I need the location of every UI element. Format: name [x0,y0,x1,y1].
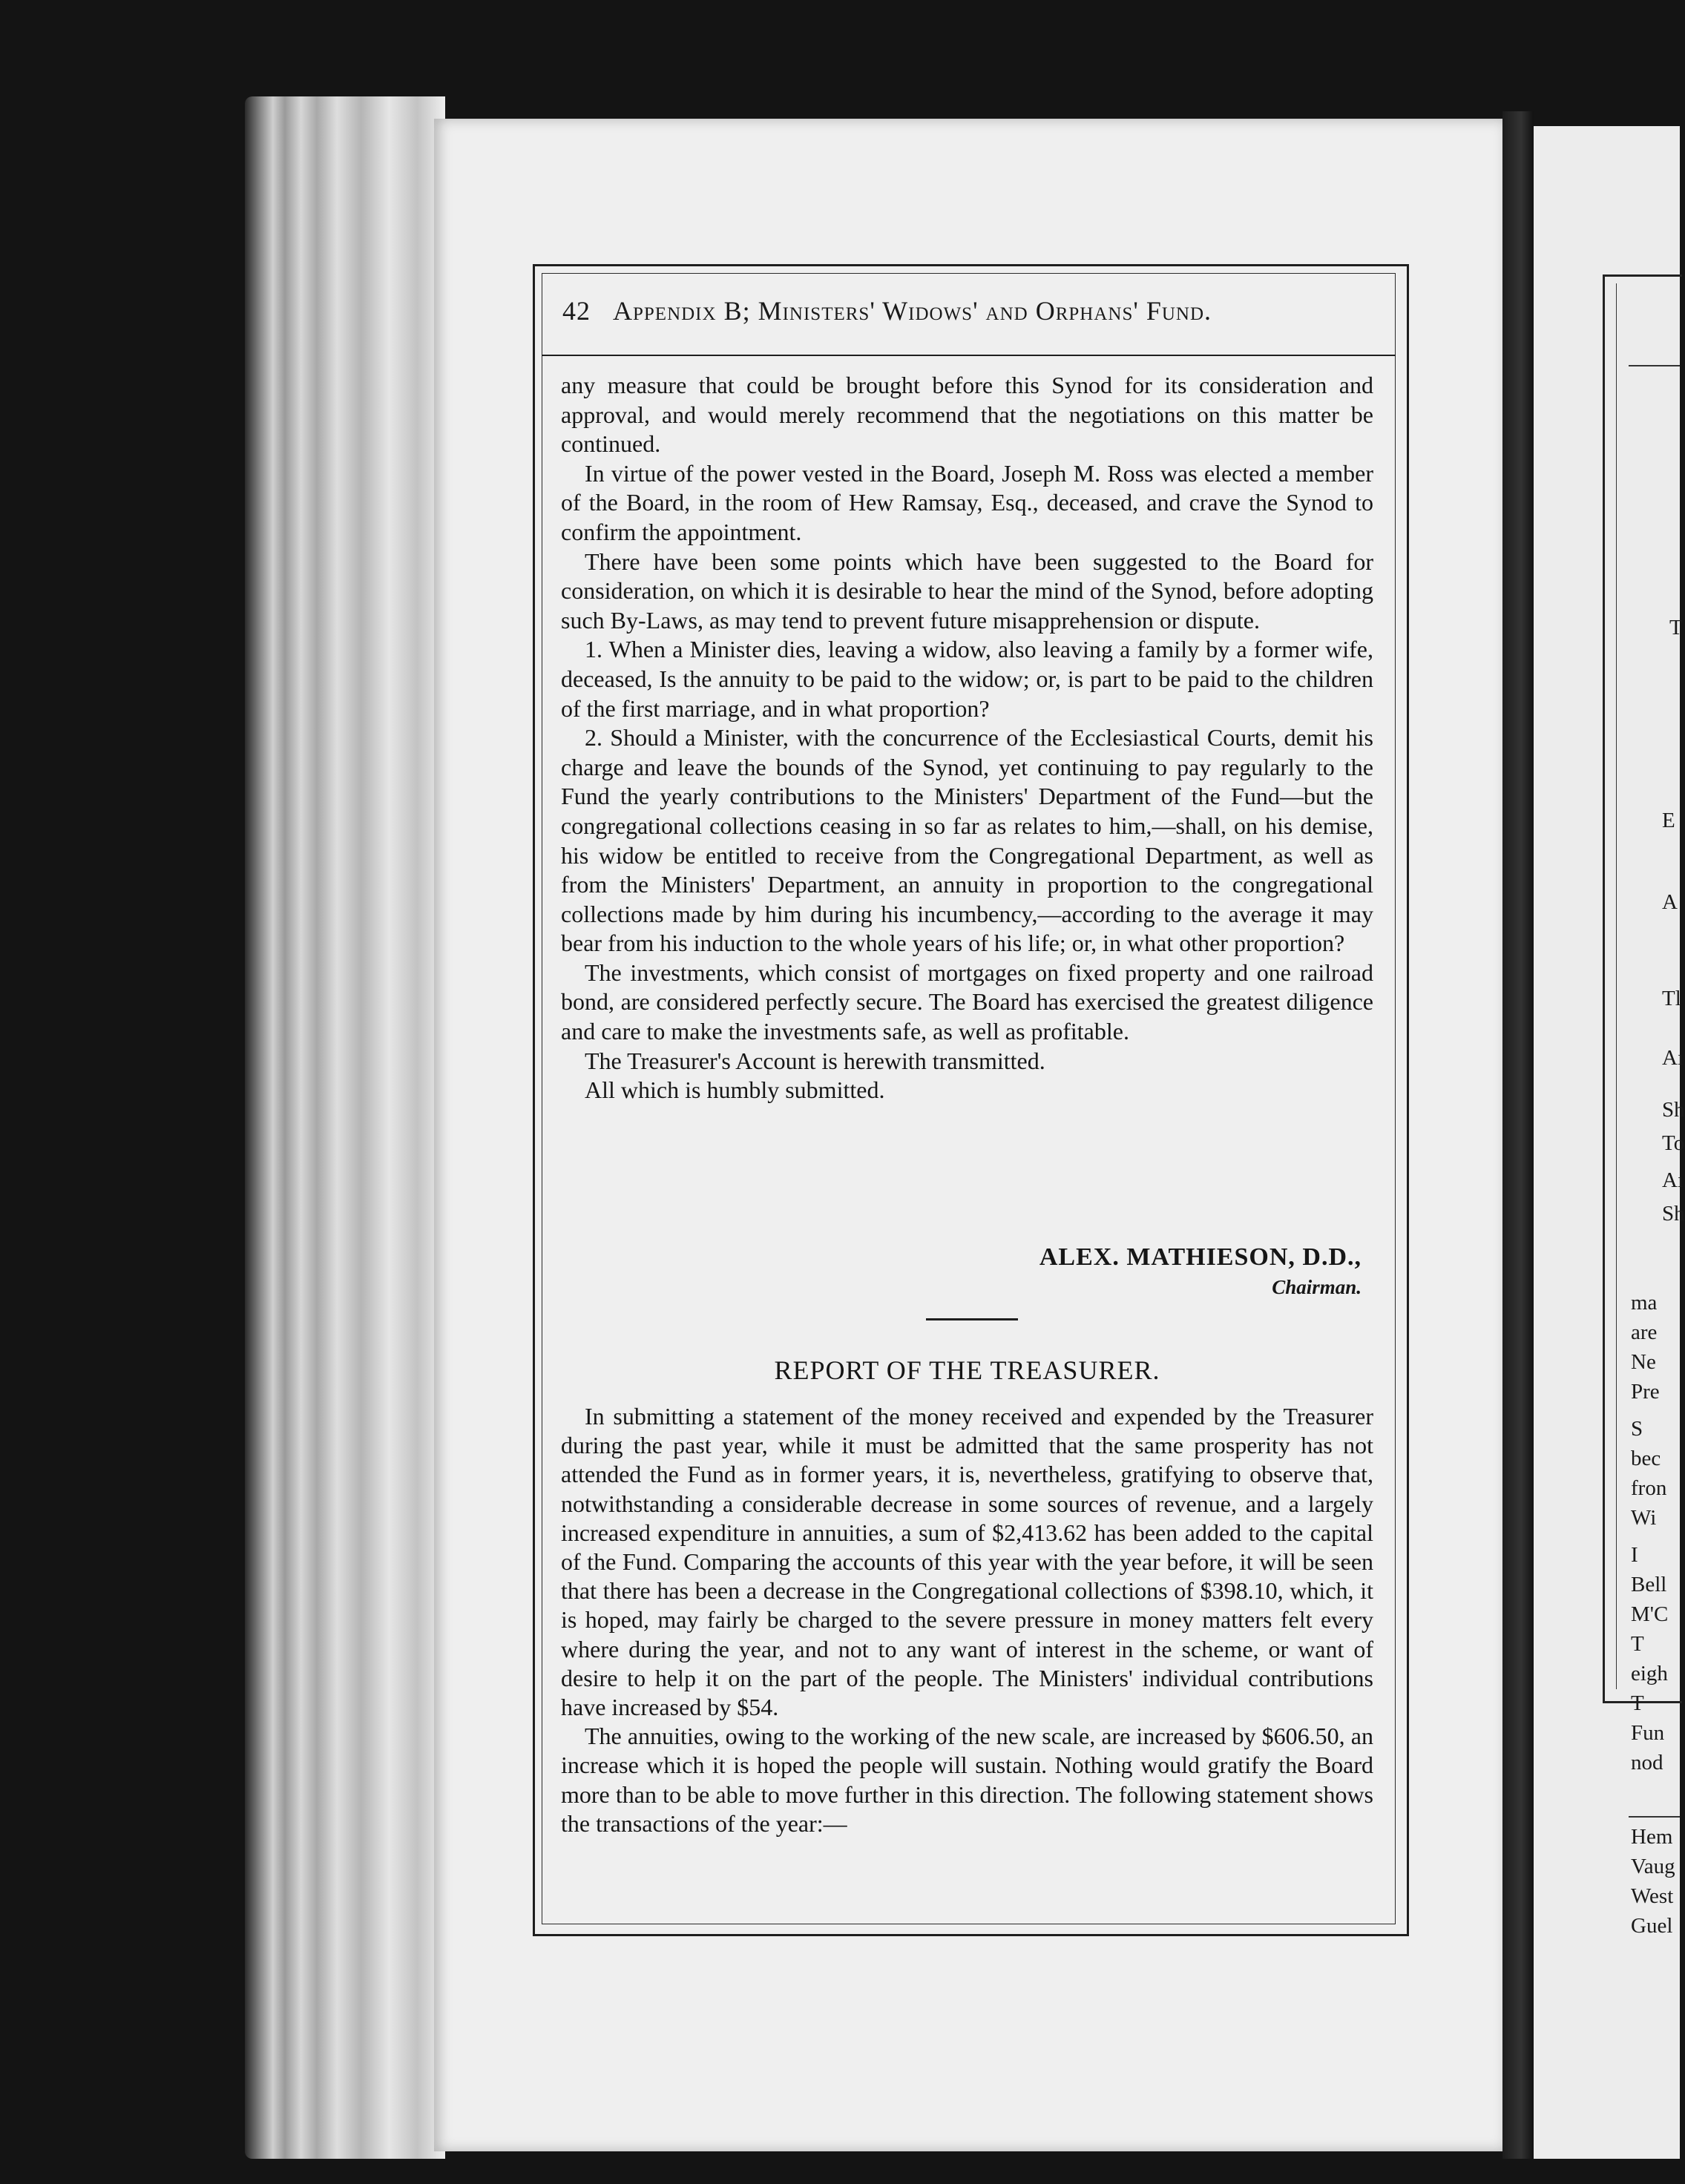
signature-role: Chairman. [1272,1276,1362,1298]
treasurer-paragraph: The annuities, owing to the working of the new scale, are increased by $606.50, an increase which it is hoped the people will sustain. Nothing would gratify the Board more than to be able to move further in this direction. The following statement shows the transactions of the year:— [561,1723,1373,1837]
facing-page-fragment: S [1631,1417,1643,1441]
facing-page-fragment: E [1662,809,1675,832]
facing-page-fragment: T [1631,1691,1644,1715]
treasurer-report-heading: REPORT OF THE TREASURER. [774,1355,1160,1385]
facing-page-fragment: To [1662,1131,1685,1155]
facing-page-fragment: Guel [1631,1914,1673,1938]
facing-page-fragment: ma [1631,1291,1658,1315]
header-rule [542,355,1396,356]
facing-page-fragment: M'C [1631,1602,1669,1626]
facing-page-fragment: fron [1631,1476,1667,1500]
treasurer-paragraph: In submitting a statement of the money received and expended by the Treasurer during the past year, while it must be admitted that the same prosperity has not attended the Fund as in former years, it is, nevertheless, gratifying to observe that, notwithstanding a considerable decrease in some sources of revenue, and a largely increased expenditure in annuities, a sum of $2,413.62 has been added to the capital of the Fund. Comparing the accounts of this year with the year before, it will be seen that there has been a decrease in the Congregational collections of $398.10, which, it is hoped, may fairly be charged to the severe pressure in money matters felt every where during the year, and not to any want of interest in the scheme, or want of desire to help it on the part of the people. The Ministers' individual contributions have increased by $54. [561,1403,1373,1721]
running-head [562,295,1386,326]
book-gutter [1502,111,1534,2159]
board-paragraph: 2. Should a Minister, with the concurrence of the Ecclesiastical Courts, demit his charge and leave the bounds of the Synod, yet continuing to pay regularly to the Fund the yearly contributions to the Ministers' Department of the Fund—but the congregational collections ceasing in so far as relates to him,—shall, on his demise, his widow be entitled to receive from the Congregational Department, as well as from the Ministers' Department, an annuity in proportion to the congregational collections made by him during his incumbency,—according to the average it may bear from his induction to the whole years of his life; or, in what other proportion? [561,724,1373,957]
board-paragraph: 1. When a Minister dies, leaving a widow, also leaving a family by a former wife, deceased, Is the annuity to be paid to the widow; or, is part to be paid to the children of the first marriage, and in what proportion? [561,636,1373,722]
treasurer-report-text [561,1402,1373,1838]
facing-page-fragment: nod [1631,1751,1663,1774]
board-paragraph: All which is humbly submitted. [585,1076,885,1104]
facing-page-fragment: Aı [1662,1168,1684,1192]
facing-page-fragment: West [1631,1884,1674,1908]
facing-page-fragment: Fun [1631,1721,1665,1745]
facing-page-fragment: Sh [1662,1098,1685,1122]
running-head-title: Appendix B; Ministers' Widows' and Orphans' Fund. [613,296,1212,326]
facing-page-fragment: Bell [1631,1573,1667,1596]
page-number: 42 [562,296,591,326]
board-report-text [561,371,1373,1105]
facing-page-fragment: are [1631,1320,1658,1344]
facing-page-fragment: Hem [1631,1825,1673,1849]
board-paragraph: In virtue of the power vested in the Board, Joseph M. Ross was elected a member of the Board, in the room of Hew Ramsay, Esq., deceased, and crave the Synod to confirm the appointment. [561,459,1373,545]
board-paragraph: The investments, which consist of mortgages on fixed property and one railroad bond, are considered perfectly secure. The Board has exercised the greatest diligence and care to make the investments safe, as well as profitable. [561,958,1373,1045]
board-paragraph: There have been some points which have been suggested to the Board for consideration, on which it is desirable to hear the mind of the Synod, before adopting such By-Laws, as may tend to prevent future misapprehension or dispute. [561,547,1373,634]
facing-page-header-rule [1629,365,1680,366]
board-paragraph: any measure that could be brought before this Synod for its consideration and approval, and would merely recommend that the negotiations on this matter be continued. [561,372,1373,458]
facing-page-fragment: bec [1631,1447,1661,1470]
facing-page-fragment: I [1631,1543,1638,1567]
facing-page-fragment: Sh [1662,1202,1685,1226]
board-paragraph: The Treasurer's Account is herewith transmitted. [585,1047,1045,1074]
facing-page-fragment: T [1669,616,1683,639]
facing-page-fragment: T [1631,1632,1644,1656]
section-divider [926,1318,1018,1320]
facing-page-table-rule [1629,1816,1680,1818]
signature: ALEX. MATHIESON, D.D., [1039,1243,1362,1271]
facing-page-fragment: Ne [1631,1350,1656,1374]
facing-page-fragment: eigh [1631,1662,1668,1685]
facing-page-fragment: Tl [1662,987,1681,1010]
book-page-edges [245,96,445,2159]
facing-page-fragment: Pre [1631,1380,1660,1404]
facing-page-fragment: A [1662,890,1678,914]
facing-page-fragment: Vaug [1631,1855,1675,1878]
facing-page-fragment: Wi [1631,1506,1657,1530]
facing-page-fragment: Aı [1662,1046,1684,1070]
